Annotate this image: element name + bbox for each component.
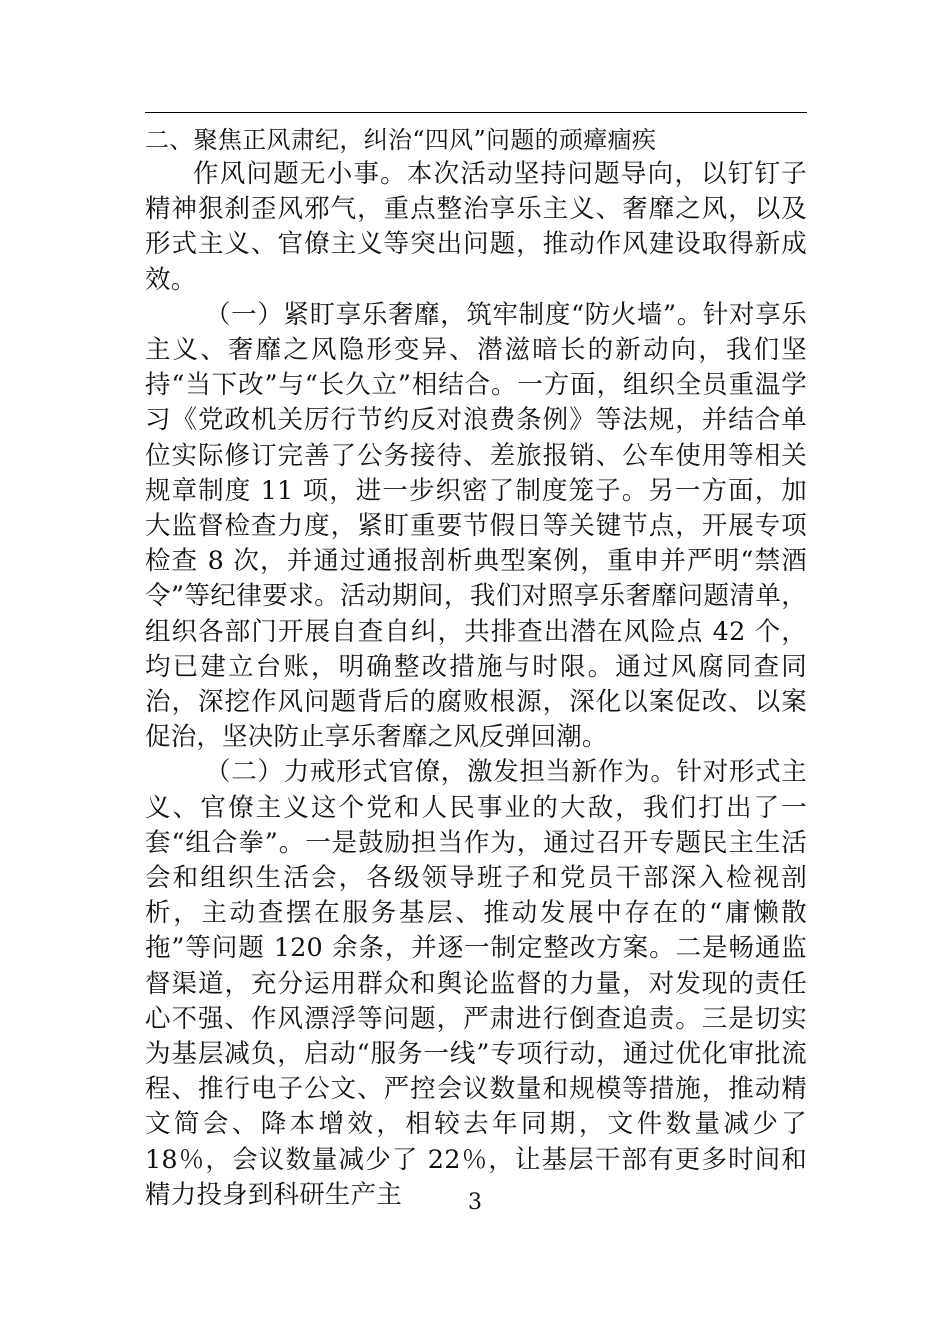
page-number: 3 [468,1190,482,1215]
paragraph-hedonism: （一）紧盯享乐奢靡，筑牢制度“防火墙”。针对享乐主义、奢靡之风隐形变异、潜滋暗长的新动向，我们坚持“当下改”与“长久立”相结合。一方面，组织全员重温学习《党政机关厉行节约反对浪费条例》等法规，并结合单位实际修订完善了公务接待、差旅报销、公车使用等相关规章制度 11 项，进一步织密了制度笼子。另一方面，加大监督检查力度，紧盯重要节假日等关键节点，开展专项检查 8 次，并通过通报剖析典型案例，重申并严明“禁酒令”等纪律要求。活动期间，我们对照享乐奢靡问题清单，组织各部门开展自查自纠，共排查出潜在风险点 42 个，均已建立台账，明确整改措施与时限。通过风腐同查同治，深挖作风问题背后的腐败根源，深化以案促改、以案促治，坚决防止享乐奢靡之风反弹回潮。 [145,299,807,753]
section-heading: 二、聚焦正风肃纪，纠治“四风”问题的顽瘴痼疾 [145,126,657,154]
paragraph-formalism: （二）力戒形式官僚，激发担当新作为。针对形式主义、官僚主义这个党和人民事业的大敌，我们打出了一套“组合拳”。一是鼓励担当作为，通过召开专题民主生活会和组织生活会，各级领导班子和党员干部深入检视剖析，主动查摆在服务基层、推动发展中存在的“庸懒散拖”等问题 120 余条，并逐一制定整改方案。二是畅通监督渠道，充分运用群众和舆论监督的力量，对发现的责任心不强、作风漂浮等问题，严肃进行倒查追责。三是切实为基层减负，启动“服务一线”专项行动，通过优化审批流程、推行电子公文、严控会议数量和规模等措施，推动精文简会、降本增效，相较去年同期，文件数量减少了 18％，会议数量减少了 22％，让基层干部有更多时间和精力投身到科研生产主 [145,757,807,1210]
document-body [145,124,807,1213]
header-rule [145,112,807,113]
paragraph-intro: 作风问题无小事。本次活动坚持问题导向，以钉钉子精神狠刹歪风邪气，重点整治享乐主义、奢靡之风，以及形式主义、官僚主义等突出问题，推动作风建设取得新成效。 [145,159,807,295]
